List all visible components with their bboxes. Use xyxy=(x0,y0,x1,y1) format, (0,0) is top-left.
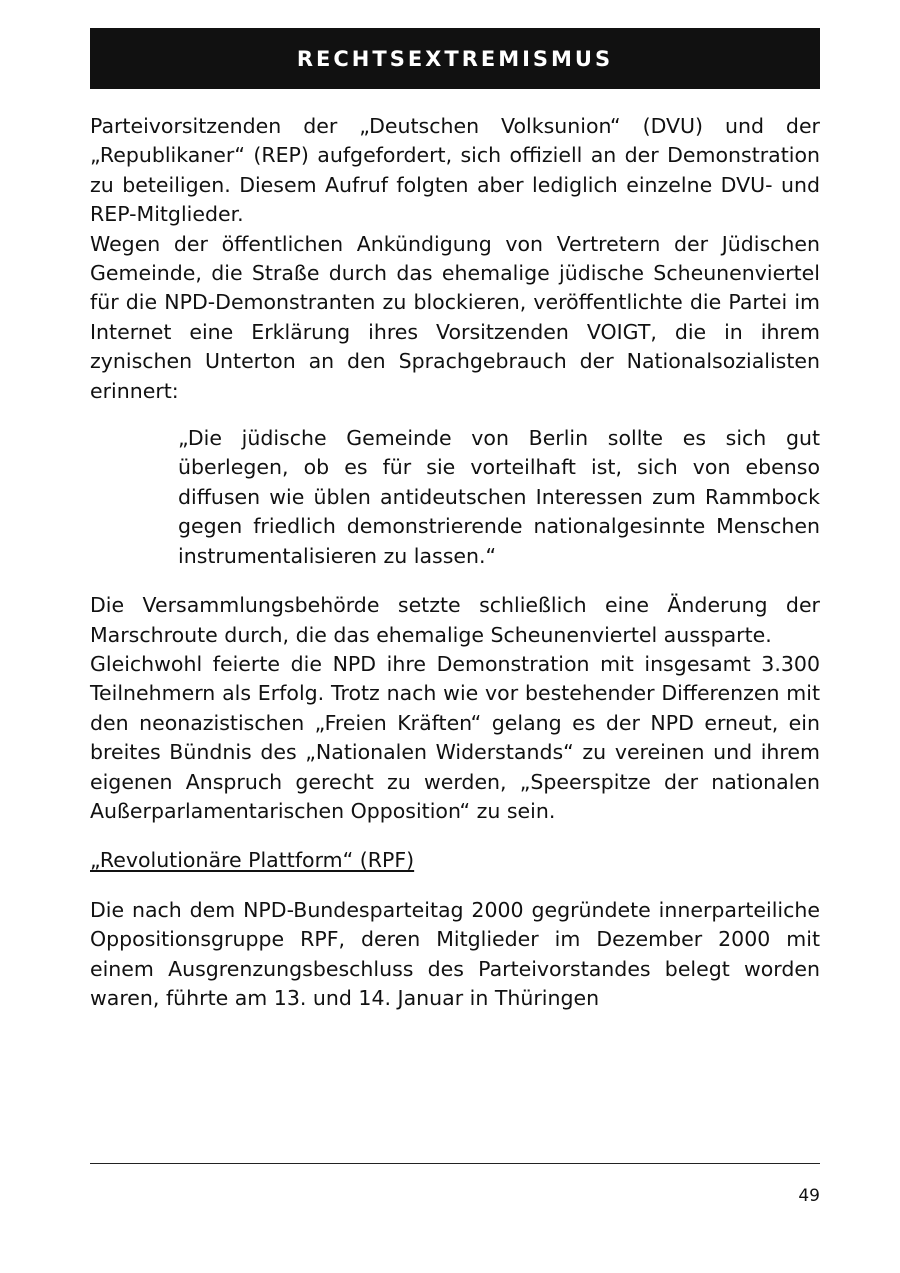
spacer xyxy=(90,571,820,591)
section-heading: „Revolutionäre Plattform“ (RPF) xyxy=(90,848,415,873)
spacer xyxy=(90,876,820,896)
block-quote: „Die jüdische Gemeinde von Berlin sollte es sich gut überlegen, ob es für sie vorteilhaft ist, sich von ebenso diffusen wie üblen antideutschen Interessen zum Rammbock gegen friedlich demonstrierende nationalgesinnte Menschen instrumentalisieren zu lassen.“ xyxy=(178,426,820,568)
running-header xyxy=(90,28,820,89)
page-body xyxy=(90,112,820,1013)
body-paragraph-1: Parteivorsitzenden der „Deutschen Volksunion“ (DVU) und der „Republikaner“ (REP) aufgefordert, sich offiziell an der Demonstration zu beteiligen. Diesem Aufruf folgten aber lediglich einzelne DVU- und REP-Mitglieder. xyxy=(90,114,820,227)
page-number: 49 xyxy=(798,1186,820,1206)
body-paragraph-2: Wegen der öffentlichen Ankündigung von Vertretern der Jüdischen Gemeinde, die Straße durch das ehemalige jüdische Scheunenviertel für die NPD-Demonstranten zu blockieren, veröffentlichte die Partei im Internet eine Erklärung ihres Vorsitzenden VOIGT, die in ihrem zynischen Unterton an den Sprachgebrauch der Nationalsozialisten erinnert: xyxy=(90,231,820,403)
footer-rule xyxy=(90,1163,820,1164)
body-paragraph-3: Die Versammlungsbehörde setzte schließlich eine Änderung der Marschroute durch, die das ehemalige Scheunenviertel aussparte. xyxy=(90,593,820,647)
spacer xyxy=(90,826,820,846)
body-paragraph-5: Die nach dem NPD-Bundesparteitag 2000 gegründete innerparteiliche Oppositionsgruppe RPF, deren Mitglieder im Dezember 2000 mit einem Ausgrenzungsbeschluss des Parteivorstandes belegt worden waren, führte am 13. und 14. Januar in Thüringen xyxy=(90,897,820,1010)
body-paragraph-4: Gleichwohl feierte die NPD ihre Demonstration mit insgesamt 3.300 Teilnehmern als Erfolg. Trotz nach wie vor bestehender Differenzen mit den neonazistischen „Freien Kräften“ gelang es der NPD erneut, ein breites Bündnis des „Nationalen Widerstands“ zu vereinen und ihrem eigenen Anspruch gerecht zu werden, „Speerspitze der nationalen Außerparlamentarischen Opposition“ zu sein. xyxy=(90,651,820,823)
running-header-title: RECHTSEXTREMISMUS xyxy=(296,46,614,71)
spacer xyxy=(90,406,820,424)
